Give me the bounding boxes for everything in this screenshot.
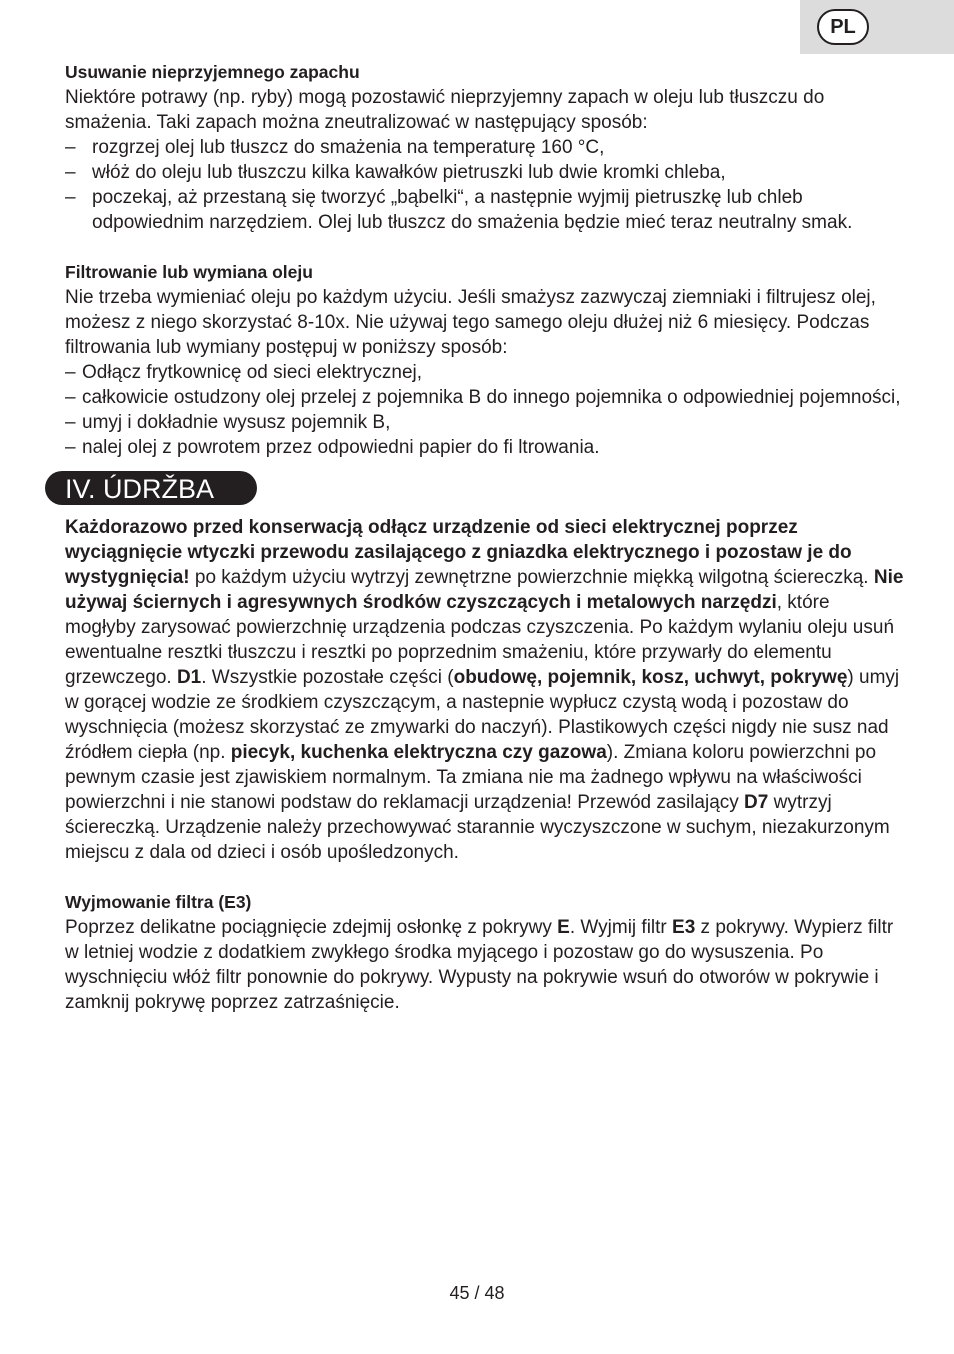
language-tab [800,0,954,54]
list-item-text: rozgrzej olej lub tłuszcz do smażenia na temperaturę 160 °C, [92,137,605,158]
list-item [65,160,905,185]
list-item-text: poczekaj, aż przestaną się tworzyć „bąbelki“, a następnie wyjmij pietruszkę lub chleb odpowiednim narzędziem. Olej lub tłuszcz do smażenia będzie mieć teraz neutralny smak. [92,187,853,233]
list-item [65,410,905,435]
dash-marker: – [65,387,76,408]
page-number: 45 / 48 [449,1283,505,1303]
list-item [65,135,905,160]
filter-oil-intro: Nie trzeba wymieniać oleju po każdym użyciu. Jeśli smażysz zazwyczaj ziemniaki i filtrujesz olej, możesz z niego skorzystać 8-10x. Nie używaj tego samego oleju dłużej niż 6 miesięcy. Podczas filtrowania lub wymiany postępuj w poniższy sposób: [65,287,876,358]
section-banner-maintenance: IV. ÚDRŽBA [45,471,257,505]
list-item-text: całkowicie ostudzony olej przelej z pojemnika B do innego pojemnika o odpowiedniej pojemności, [82,387,901,408]
dash-marker: – [65,162,76,183]
filter-removal-heading: Wyjmowanie filtra (E3) [65,892,252,912]
odor-heading: Usuwanie nieprzyjemnego zapachu [65,62,360,82]
list-item-text: umyj i dokładnie wysusz pojemnik B, [82,412,391,433]
list-item-text: włóż do oleju lub tłuszczu kilka kawałków pietruszki lub dwie kromki chleba, [92,162,726,183]
language-badge: PL [817,9,869,45]
dash-marker: – [65,437,76,458]
maintenance-paragraph: Każdorazowo przed konserwacją odłącz urządzenie od sieci elektrycznej poprzez wyciągnięcie wtyczki przewodu zasilającego z gniazdka elektrycznego i pozostaw je do wystygnięcia! po każdym użyciu wytrzyj zewnętrzne powierzchnie miękką wilgotną ściereczką. Nie używaj ściernych i agresywnych środków czyszczących i metalowych narzędzi, które mogłyby zarysować powierzchnię urządzenia podczas czyszczenia. Po każdym wylaniu oleju usuń ewentualne resztki tłuszczu i resztki po poprzednim smażeniu, które przywarły do elementu grzewczego. D1. Wszystkie pozostałe części (obudowę, pojemnik, kosz, uchwyt, pokrywę) umyj w gorącej wodzie ze środkiem czyszczącym, a nastepnie wypłucz czystą wodą i pozostaw do wyschnięcia (możesz skorzystać ze zmywarki do naczyń). Plastikowych części nigdy nie susz nad źródłem ciepła (np. piecyk, kuchenka elektryczna czy gazowa). Zmiana koloru powierzchni po pewnym czasie jest zjawiskiem normalnym. Ta zmiana nie ma żadnego wpływu na właściwości powierzchni i nie stanowi podstaw do reklamacji urządzenia! Przewód zasilający D7 wytrzyj ściereczką. Urządzenie należy przechowywać starannie wyczyszczone w suchym, niezakurzonym miejscu z dala od dzieci i osób upośledzonych. [65,517,904,863]
list-item [65,185,905,235]
list-item [65,385,905,410]
dash-marker: – [65,412,76,433]
dash-marker: – [65,137,76,158]
odor-steps-list [65,135,905,235]
page-content [65,60,905,1015]
list-item [65,360,905,385]
maintenance-warning: Każdorazowo przed konserwacją odłącz urządzenie od sieci elektrycznej poprzez wyciągnięcie wtyczki przewodu zasilającego z gniazdka elektrycznego i pozostaw je do wystygnięcia! [65,517,852,588]
dash-marker: – [65,362,76,383]
list-item-text: nalej olej z powrotem przez odpowiedni papier do fi ltrowania. [82,437,600,458]
filter-oil-heading: Filtrowanie lub wymiana oleju [65,262,313,282]
list-item [65,435,905,460]
odor-intro: Niektóre potrawy (np. ryby) mogą pozostawić nieprzyjemny zapach w oleju lub tłuszczu do smażenia. Taki zapach można zneutralizować w następujący sposób: [65,87,825,133]
list-item-text: Odłącz frytkownicę od sieci elektrycznej, [82,362,423,383]
filter-removal-paragraph: Poprzez delikatne pociągnięcie zdejmij osłonkę z pokrywy E. Wyjmij filtr E3 z pokrywy. Wypierz filtr w letniej wodzie z dodatkiem zwykłego środka myjącego i pozostaw go do wysuszenia. Po wyschnięciu włóż filtr ponownie do pokrywy. Wypusty na pokrywie wsuń do otworów w pokrywie i zamknij pokrywę poprzez zatrzaśnięcie. [65,917,894,1013]
dash-marker: – [65,187,76,208]
filter-oil-steps-list [65,360,905,460]
